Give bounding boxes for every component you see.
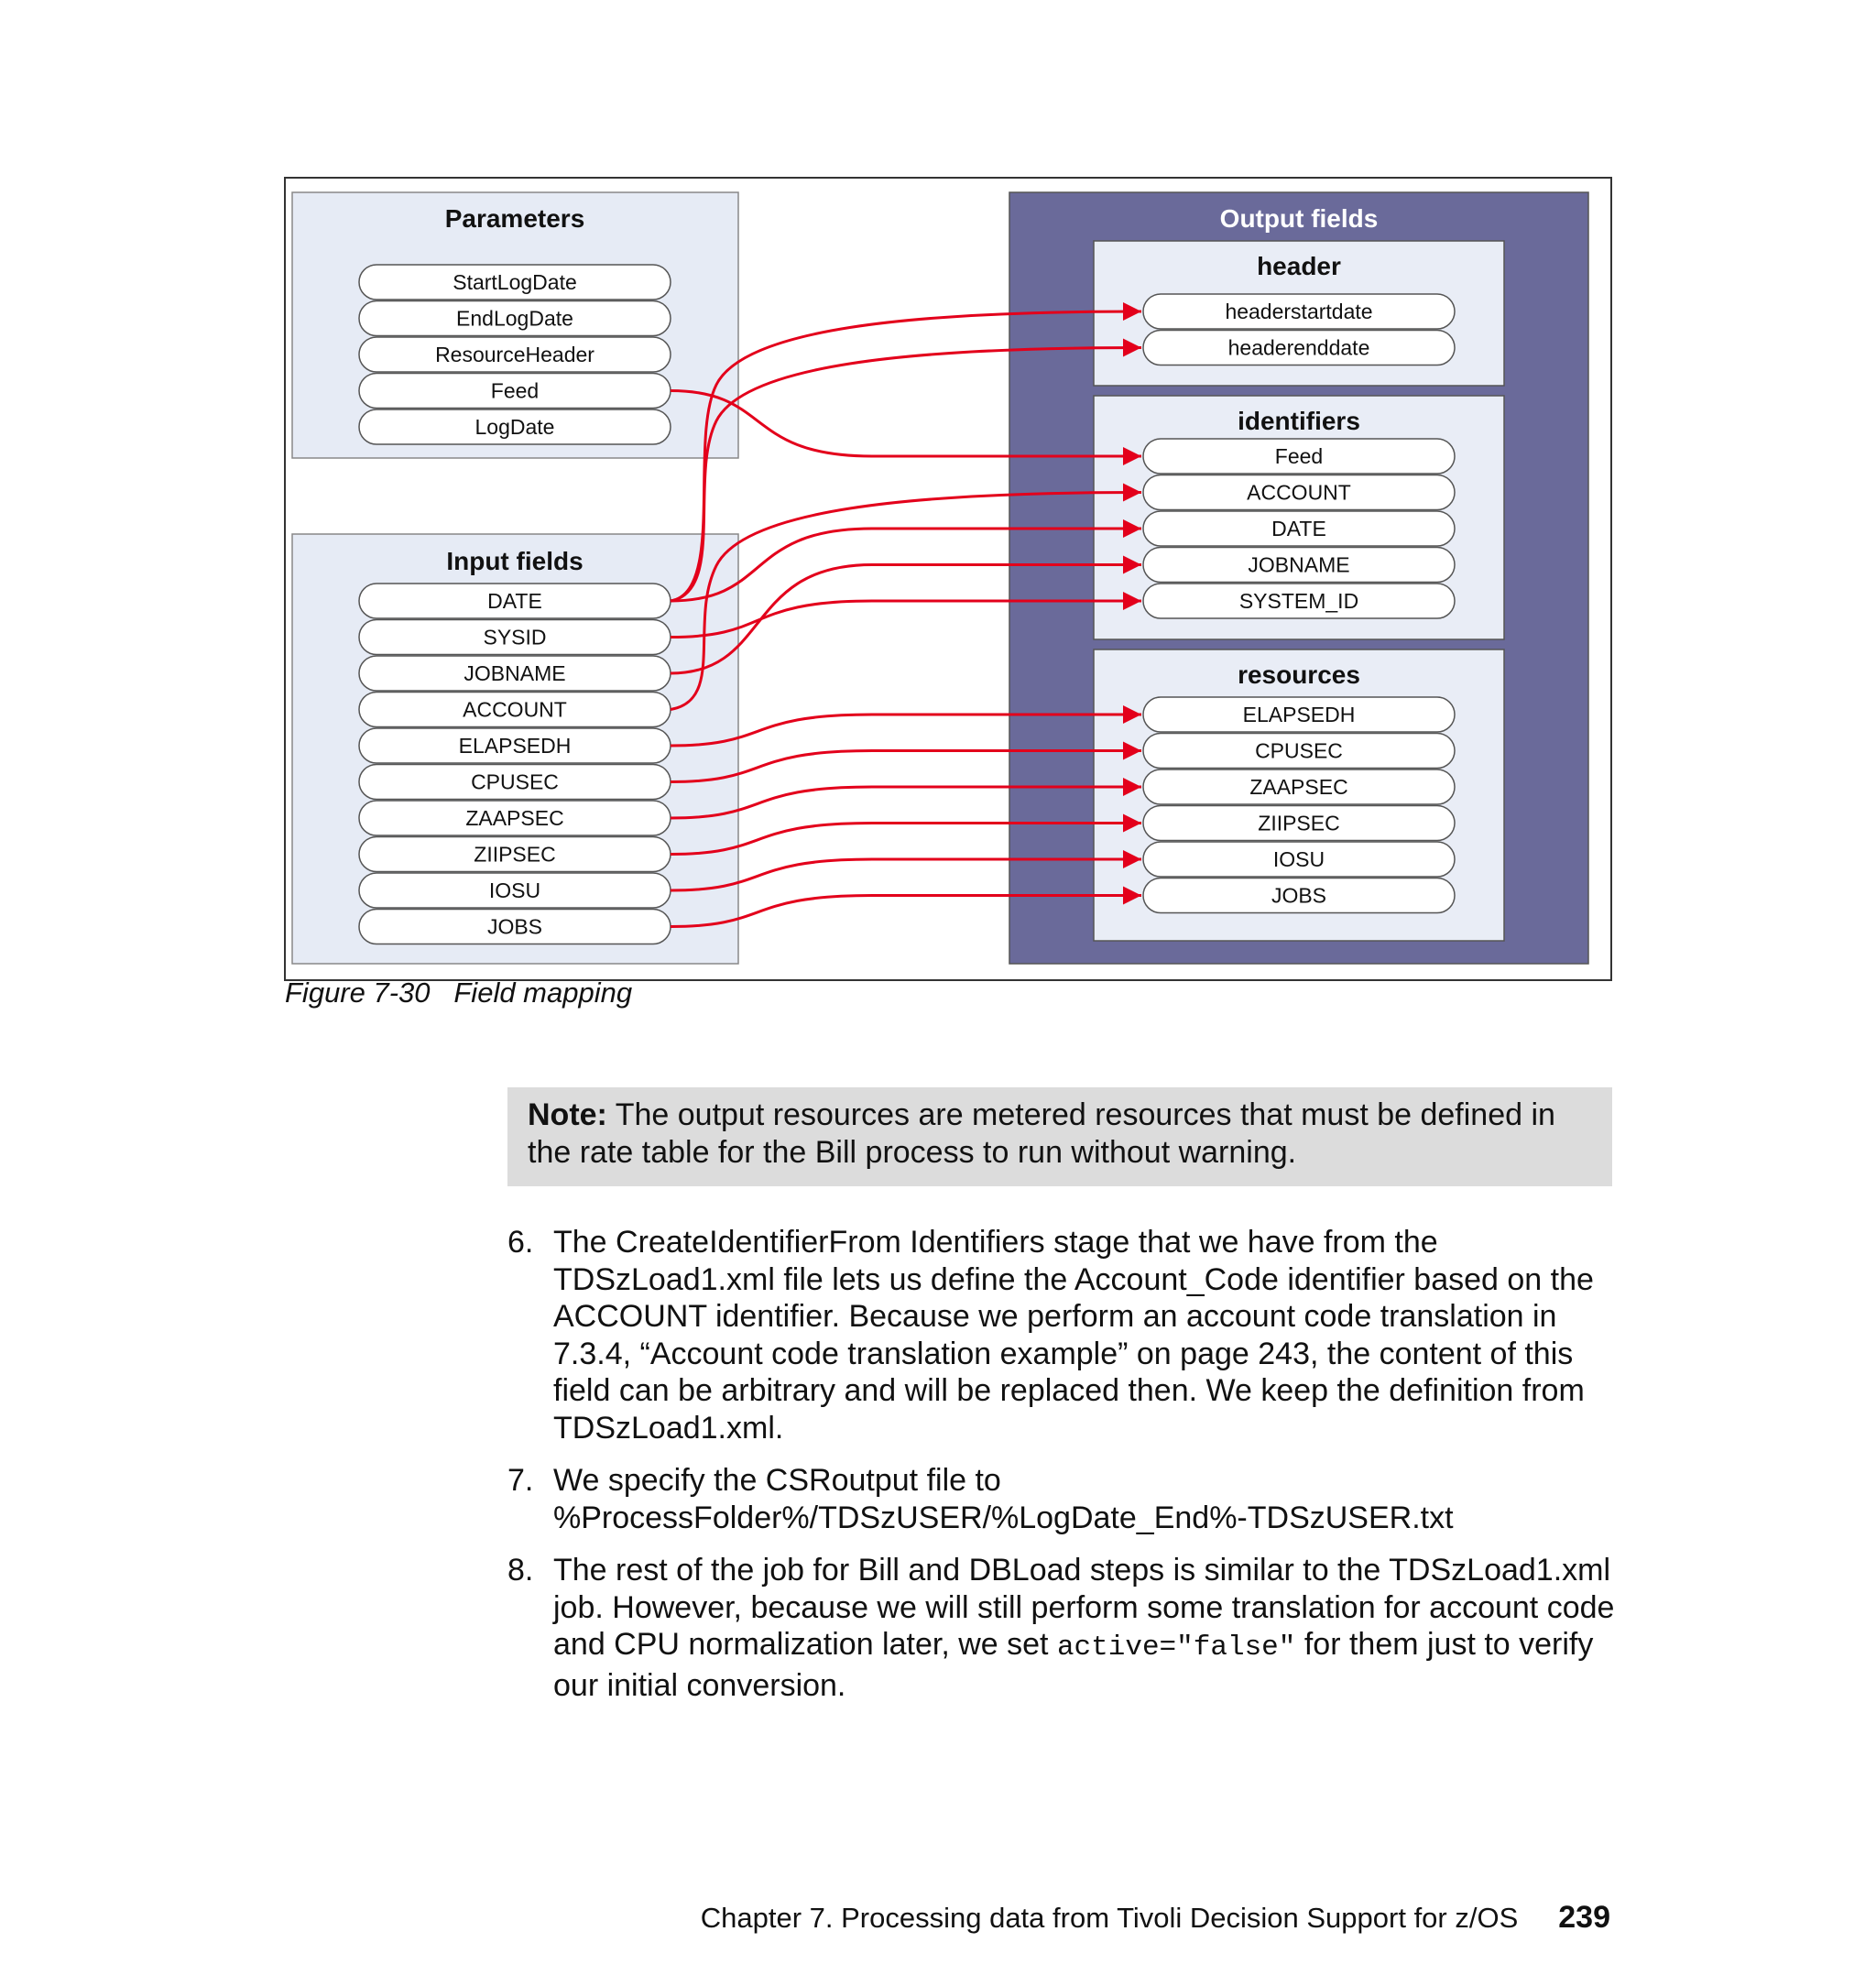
resources-iosu xyxy=(1143,842,1455,877)
identifiers-jobname xyxy=(1143,548,1455,583)
identifiers-jobname-label: JOBNAME xyxy=(1248,552,1350,577)
header-field-list xyxy=(1143,294,1455,366)
identifiers-date-label: DATE xyxy=(1271,517,1326,540)
resources-zaapsec xyxy=(1143,769,1455,804)
note-label: Note: xyxy=(528,1097,607,1132)
header-group-title: header xyxy=(1257,252,1341,280)
resources-elapsedh xyxy=(1143,697,1455,732)
input-iosu-label: IOSU xyxy=(488,878,541,902)
step-text-before: The rest of the job for Bill and DBLoad steps is similar to the TDSzLoad1.xml job. However, because we will still perform some translation for account code and CPU normalization later, we set xyxy=(553,1553,1615,1662)
param-feed xyxy=(359,374,671,409)
identifiers-system-id xyxy=(1143,584,1455,618)
identifiers-group-title: identifiers xyxy=(1238,407,1360,435)
param-resourceheader-label: ResourceHeader xyxy=(435,343,594,366)
input-cpusec-label: CPUSEC xyxy=(471,769,559,794)
input-date xyxy=(359,584,671,618)
page-footer xyxy=(0,1900,1610,1936)
step-text xyxy=(553,1552,1616,1704)
identifiers-system-id-label: SYSTEM_ID xyxy=(1238,589,1359,613)
param-logdate-label: LogDate xyxy=(474,415,555,439)
page-number: 239 xyxy=(1558,1900,1610,1935)
identifiers-field-list xyxy=(1143,439,1455,618)
identifiers-account-label: ACCOUNT xyxy=(1247,480,1351,505)
param-endlogdate xyxy=(359,301,671,336)
input-elapsedh xyxy=(359,728,671,763)
step-number: 6. xyxy=(507,1225,534,1260)
input-fields-title: Input fields xyxy=(446,547,584,575)
step-6 xyxy=(507,1224,1616,1446)
code-snippet: active="false" xyxy=(1056,1631,1296,1664)
chapter-title: Chapter 7. Processing data from Tivoli Decision Support for z/OS xyxy=(700,1902,1519,1934)
resources-elapsedh-label: ELAPSEDH xyxy=(1242,703,1356,726)
resources-jobs xyxy=(1143,878,1455,913)
input-iosu xyxy=(359,873,671,908)
parameters-title: Parameters xyxy=(444,204,585,233)
header-headerstartdate xyxy=(1143,294,1455,329)
param-startlogdate-label: StartLogDate xyxy=(453,270,577,294)
input-jobs xyxy=(359,910,671,944)
note-box xyxy=(507,1087,1612,1186)
identifiers-feed xyxy=(1143,439,1455,474)
resources-cpusec-label: CPUSEC xyxy=(1255,738,1343,763)
resources-cpusec xyxy=(1143,734,1455,769)
input-jobname-label: JOBNAME xyxy=(464,661,566,685)
param-feed-label: Feed xyxy=(490,378,540,403)
output-fields-title: Output fields xyxy=(1219,204,1379,233)
identifiers-feed-label: Feed xyxy=(1274,444,1324,468)
input-zaapsec-label: ZAAPSEC xyxy=(465,806,564,830)
header-headerenddate-label: headerenddate xyxy=(1227,335,1370,360)
resources-iosu-label: IOSU xyxy=(1272,847,1325,871)
step-text: We specify the CSRoutput file to %ProcessFolder%/TDSzUSER/%LogDate_End%-TDSzUSER.txt xyxy=(553,1463,1454,1535)
input-account xyxy=(359,693,671,727)
param-logdate xyxy=(359,409,671,444)
input-jobname xyxy=(359,656,671,691)
note-text: The output resources are metered resources that must be defined in the rate table for the Bill process to run without warning. xyxy=(528,1097,1555,1170)
input-sysid xyxy=(359,620,671,655)
input-elapsedh-label: ELAPSEDH xyxy=(458,734,572,758)
param-startlogdate xyxy=(359,265,671,300)
figure-label: Figure 7-30 xyxy=(285,977,431,1009)
step-number: 7. xyxy=(507,1463,534,1498)
input-date-label: DATE xyxy=(487,589,542,613)
step-7 xyxy=(507,1462,1616,1536)
input-cpusec xyxy=(359,765,671,800)
resources-group-title: resources xyxy=(1238,660,1360,689)
step-8 xyxy=(507,1552,1616,1704)
parameters-field-list xyxy=(359,265,671,444)
figure-caption xyxy=(285,977,632,1009)
param-resourceheader xyxy=(359,337,671,372)
resources-ziipsec xyxy=(1143,806,1455,841)
input-ziipsec xyxy=(359,837,671,872)
header-headerenddate xyxy=(1143,331,1455,366)
header-headerstartdate-label: headerstartdate xyxy=(1225,300,1373,323)
input-account-label: ACCOUNT xyxy=(463,697,567,722)
field-mapping-diagram xyxy=(0,0,1876,989)
figure-title: Field mapping xyxy=(453,977,633,1009)
step-number: 8. xyxy=(507,1553,534,1588)
resources-field-list xyxy=(1143,697,1455,913)
identifiers-account xyxy=(1143,475,1455,510)
input-ziipsec-label: ZIIPSEC xyxy=(474,842,556,867)
step-text-after: for them just to verify our initial conversion. xyxy=(553,1627,1594,1703)
input-jobs-label: JOBS xyxy=(486,914,543,939)
resources-zaapsec-label: ZAAPSEC xyxy=(1249,775,1348,799)
step-text: The CreateIdentifierFrom Identifiers stage that we have from the TDSzLoad1.xml file lets us define the Account_Code identifier based on the ACCOUNT identifier. Because we perform an account code translation in 7.3.4, “Account code translation example” on page 243, the content of this field can be arbitrary and will be replaced then. We keep the definition from TDSzLoad1.xml. xyxy=(553,1225,1594,1446)
input-field-list xyxy=(359,584,671,944)
param-endlogdate-label: EndLogDate xyxy=(456,306,573,331)
resources-ziipsec-label: ZIIPSEC xyxy=(1258,811,1340,835)
input-sysid-label: SYSID xyxy=(483,625,547,649)
identifiers-date xyxy=(1143,511,1455,546)
step-list xyxy=(507,1224,1616,1719)
input-zaapsec xyxy=(359,801,671,835)
resources-jobs-label: JOBS xyxy=(1271,883,1327,908)
